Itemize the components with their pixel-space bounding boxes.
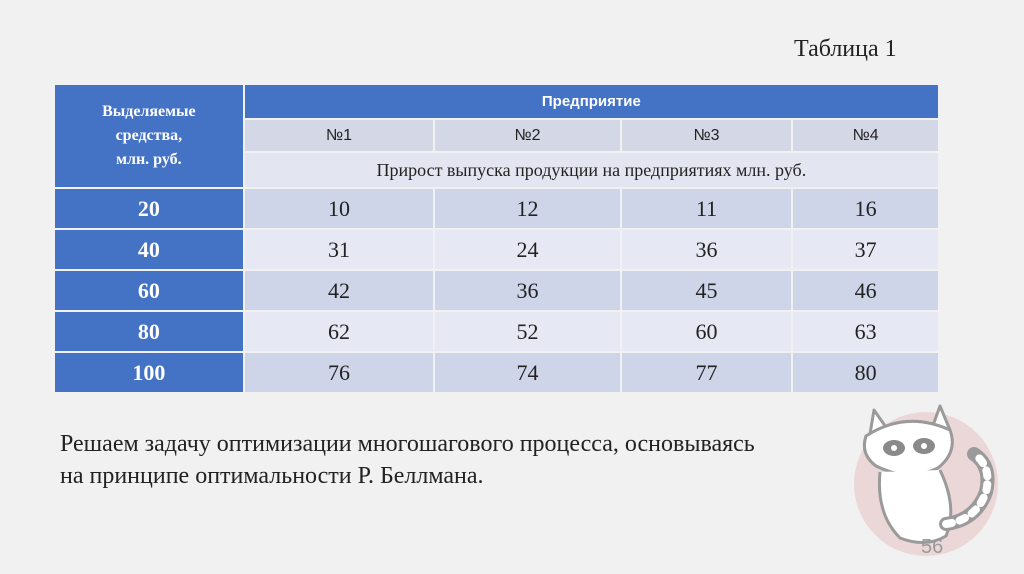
table-cell: 37 <box>792 229 939 270</box>
table-cell: 46 <box>792 270 939 311</box>
stub-header-line: средства, <box>115 127 183 144</box>
raccoon-logo-icon <box>846 396 1006 556</box>
table-cell: 11 <box>621 188 793 229</box>
row-label: 40 <box>54 229 244 270</box>
table-cell: 63 <box>792 311 939 352</box>
data-table <box>53 83 940 394</box>
table-cell: 60 <box>621 311 793 352</box>
table-cell: 10 <box>244 188 435 229</box>
column-header: №1 <box>244 119 435 152</box>
row-label: 100 <box>54 352 244 393</box>
body-text-line: на принципе оптимальности Р. Беллмана. <box>60 463 484 489</box>
page-number: 56 <box>921 536 944 558</box>
table-cell: 42 <box>244 270 435 311</box>
row-label: 20 <box>54 188 244 229</box>
table-cell: 36 <box>621 229 793 270</box>
body-text <box>60 428 940 492</box>
column-header: №3 <box>621 119 793 152</box>
table-cell: 12 <box>434 188 621 229</box>
table-cell: 24 <box>434 229 621 270</box>
table-cell: 16 <box>792 188 939 229</box>
table-cell: 52 <box>434 311 621 352</box>
table-row <box>54 188 939 229</box>
table-cell: 62 <box>244 311 435 352</box>
table-caption: Таблица 1 <box>794 36 897 62</box>
stub-header-line: млн. руб. <box>116 151 182 168</box>
table-cell: 36 <box>434 270 621 311</box>
row-label: 80 <box>54 311 244 352</box>
body-text-line: Решаем задачу оптимизации многошагового процесса, основываясь <box>60 431 755 457</box>
group-header: Предприятие <box>244 84 939 119</box>
table-row <box>54 270 939 311</box>
table-cell: 74 <box>434 352 621 393</box>
table-cell: 45 <box>621 270 793 311</box>
subheader: Прирост выпуска продукции на предприятиях млн. руб. <box>244 152 939 188</box>
table-row <box>54 352 939 393</box>
table-row <box>54 229 939 270</box>
column-header: №4 <box>792 119 939 152</box>
table-cell: 77 <box>621 352 793 393</box>
table-row <box>54 311 939 352</box>
table-cell: 76 <box>244 352 435 393</box>
stub-header <box>54 84 244 188</box>
stub-header-line: Выделяемые <box>102 103 196 120</box>
row-label: 60 <box>54 270 244 311</box>
table-cell: 31 <box>244 229 435 270</box>
table-cell: 80 <box>792 352 939 393</box>
column-header: №2 <box>434 119 621 152</box>
